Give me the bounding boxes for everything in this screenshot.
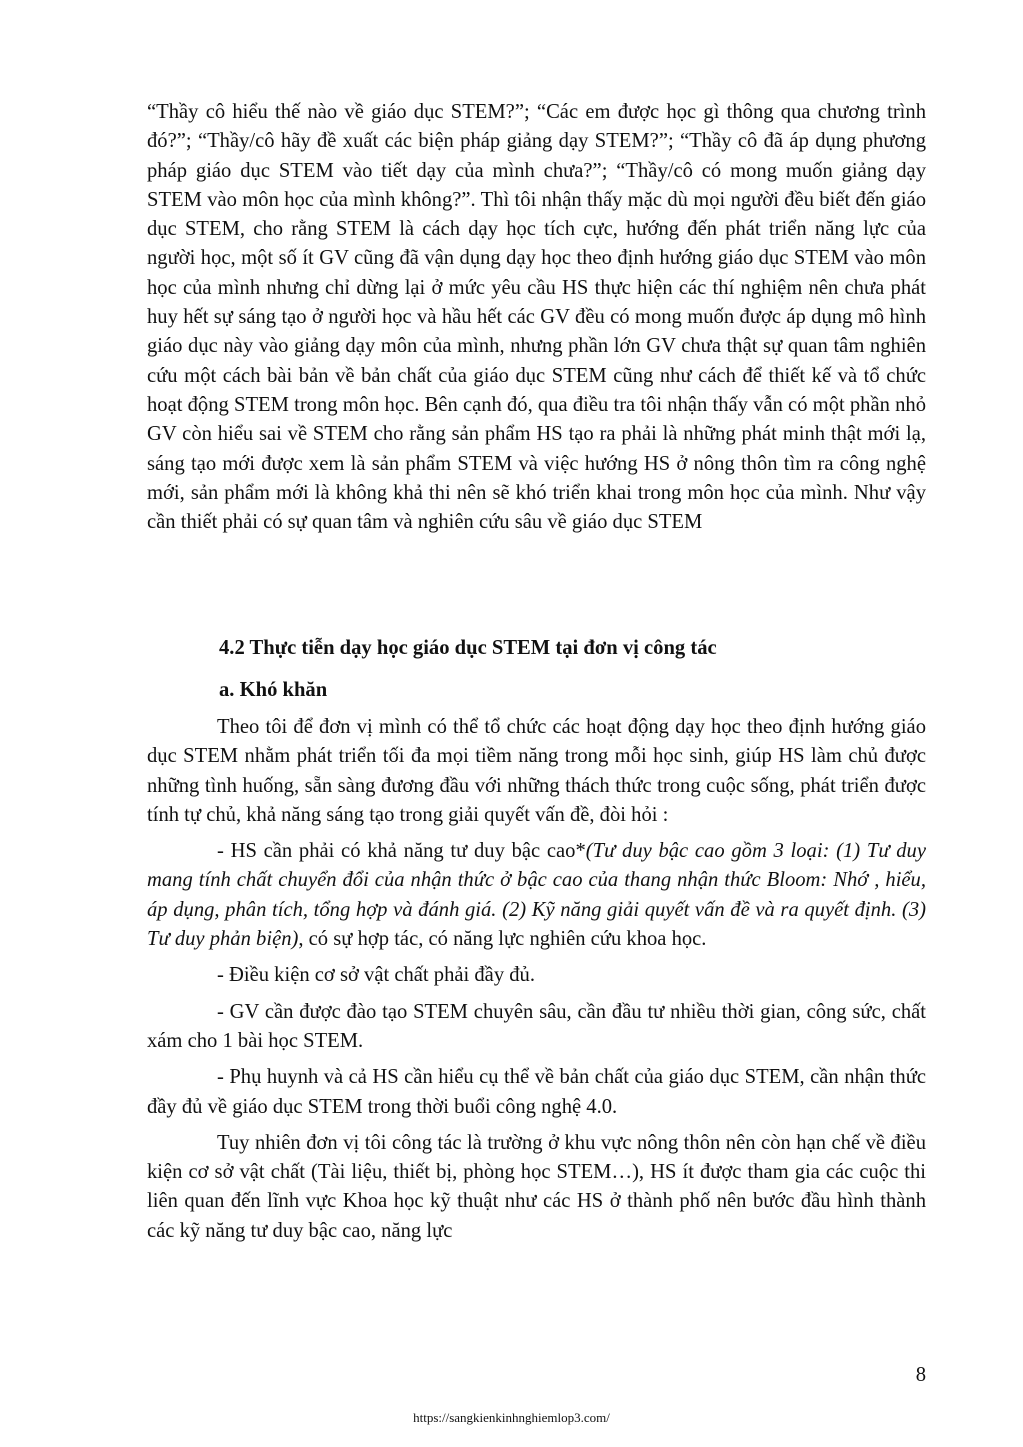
- requirement-thinking-end: , có sự hợp tác, có năng lực nghiên cứu khoa học.: [298, 928, 707, 951]
- page-number: 8: [915, 1364, 926, 1386]
- paragraph-requirement-teachers: - GV cần được đào tạo STEM chuyên sâu, cần đầu tư nhiều thời gian, công sức, chất xám cho 1 bài học STEM.: [147, 1000, 926, 1052]
- body-text-2: [147, 713, 926, 1253]
- requirement-thinking-start: - HS cần phải có khả năng tư duy bậc cao*: [217, 840, 586, 863]
- paragraph-requirement-thinking: [147, 837, 926, 954]
- paragraph-requirements-intro: Theo tôi để đơn vị mình có thể tổ chức các hoạt động dạy học theo định hướng giáo dục STEM nhằm phát triển tối đa mọi tiềm năng trong mỗi học sinh, giúp HS làm chủ được những tình huống, sẵn sàng đương đầu với những thách thức trong cuộc sống, phát triển được tính tự chủ, khả năng sáng tạo trong giải quyết vấn đề, đòi hỏi :: [147, 716, 926, 826]
- paragraph-requirement-parents: - Phụ huynh và cả HS cần hiểu cụ thể về bản chất của giáo dục STEM, cần nhận thức đầy đủ về giáo dục STEM trong thời buổi công nghệ 4.0.: [147, 1066, 926, 1118]
- footer-url[interactable]: https://sangkienkinhnghiemlop3.com/: [413, 1410, 610, 1425]
- requirement-thinking-note: (Tư duy bậc cao gồm 3 loại: (1) Tư duy mang tính chất chuyển đổi của nhận thức ở bậc cao của thang nhận thức Bloom: Nhớ , hiểu, áp dụng, phân tích, tổng hợp và đánh giá. (2) Kỹ năng giải quyết vấn đề và ra quyết định. (3) Tư duy phản biện): [147, 840, 926, 951]
- paragraph-requirement-facilities: - Điều kiện cơ sở vật chất phải đầy đủ.: [217, 964, 536, 987]
- section-heading-4-2: 4.2 Thực tiễn dạy học giáo dục STEM tại đơn vị công tác: [219, 637, 717, 659]
- paragraph-survey-findings: “Thầy cô hiểu thế nào về giáo dục STEM?”; “Các em được học gì thông qua chương trình đó?”; “Thầy/cô hãy đề xuất các biện pháp giảng dạy STEM?”; “Thầy cô đã áp dụng phương pháp giáo dục STEM vào tiết dạy của mình chưa?”; “Thầy/cô có mong muốn giảng dạy STEM vào môn học của mình không?”. Thì tôi nhận thấy mặc dù mọi người đều biết đến giáo dục STEM, cho rằng STEM là cách dạy học tích cực, hướng đến phát triển năng lực của người học, một số ít GV cũng đã vận dụng dạy học theo định hướng giáo dục STEM vào môn học của mình nhưng chỉ dừng lại ở mức yêu cầu HS thực hiện các thí nghiệm nên chưa phát huy hết sự sáng tạo ở người học và hầu hết các GV đều có mong muốn được áp dụng mô hình giáo dục này vào giảng dạy môn của mình, nhưng phần lớn GV chưa thật sự quan tâm nghiên cứu một cách bài bản về bản chất của giáo dục STEM cũng như cách để thiết kế và tổ chức hoạt động STEM trong môn học. Bên cạnh đó, qua điều tra tôi nhận thấy vẫn có một phần nhỏ GV còn hiểu sai về STEM cho rằng sản phẩm HS tạo ra phải là những phát minh thật mới lạ, sáng tạo mới được xem là sản phẩm STEM và việc hướng HS ở nông thôn tìm ra công nghệ mới, sản phẩm mới là không khả thi nên sẽ khó triển khai trong môn học của mình. Như vậy cần thiết phải có sự quan tâm và nghiên cứu sâu về giáo dục STEM: [147, 101, 926, 534]
- subheading-difficulties: a. Khó khăn: [219, 679, 328, 701]
- body-text: [147, 98, 926, 545]
- paragraph-local-situation: Tuy nhiên đơn vị tôi công tác là trường ở khu vực nông thôn nên còn hạn chế về điều kiện cơ sở vật chất (Tài liệu, thiết bị, phòng học STEM…), HS ít được tham gia các cuộc thi liên quan đến lĩnh vực Khoa học kỹ thuật như các HS ở thành phố nên bước đầu hình thành các kỹ năng tư duy bậc cao, năng lực: [147, 1131, 926, 1242]
